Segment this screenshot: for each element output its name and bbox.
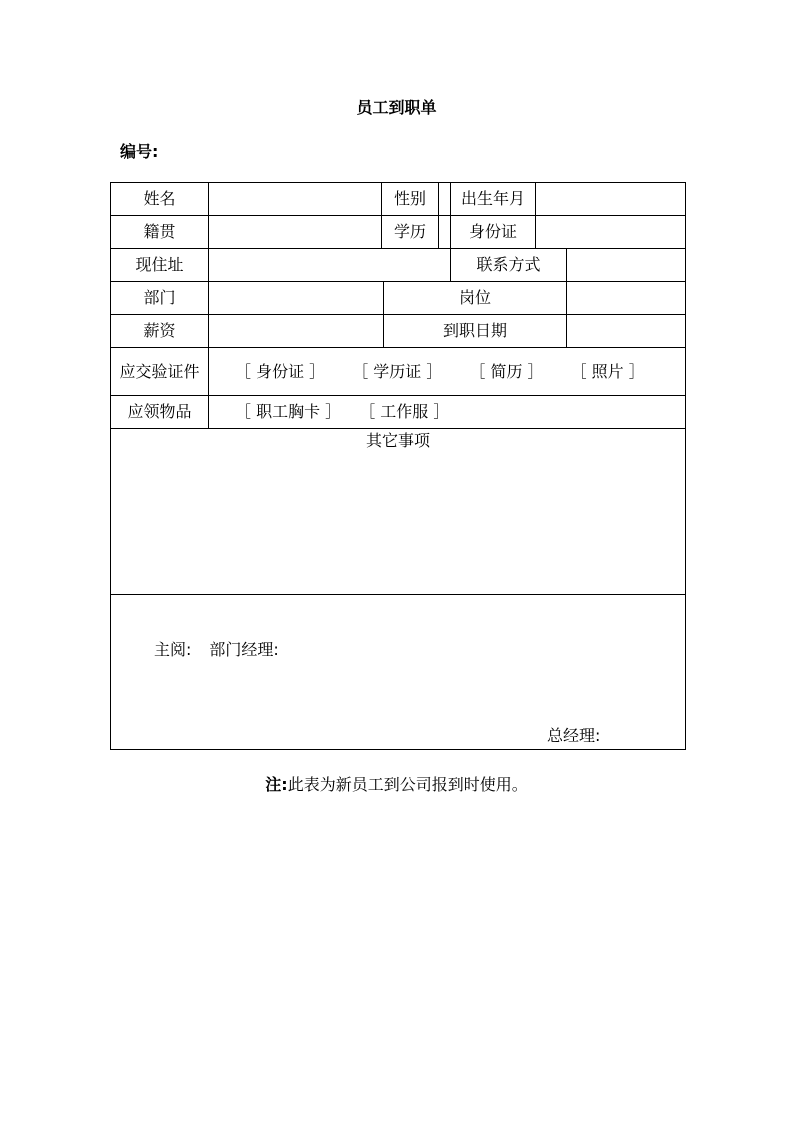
onboarding-form-table — [110, 182, 686, 750]
start-date-label: 到职日期 — [384, 315, 567, 348]
native-label: 籍贯 — [111, 216, 209, 249]
salary-field[interactable] — [209, 315, 384, 348]
salary-label: 薪资 — [111, 315, 209, 348]
footnote — [0, 774, 793, 796]
row-other — [111, 429, 686, 595]
documents-label: 应交验证件 — [111, 348, 209, 396]
other-matters-label: 其它事项 — [366, 431, 431, 450]
id-card-field[interactable] — [536, 216, 686, 249]
document-option-resume[interactable]: ［ 简历 ］ — [469, 361, 544, 381]
row-address — [111, 249, 686, 282]
row-items — [111, 396, 686, 429]
start-date-field[interactable] — [567, 315, 686, 348]
footnote-text: 此表为新员工到公司报到时使用。 — [287, 775, 528, 794]
education-label: 学历 — [382, 216, 439, 249]
signoff-cell — [111, 595, 686, 750]
row-salary — [111, 315, 686, 348]
row-native — [111, 216, 686, 249]
footnote-prefix: 注: — [265, 775, 288, 794]
row-name — [111, 183, 686, 216]
gender-label: 性别 — [382, 183, 439, 216]
name-field[interactable] — [209, 183, 382, 216]
other-matters-cell[interactable] — [111, 429, 686, 595]
name-label: 姓名 — [111, 183, 209, 216]
general-manager-label: 总经理: — [547, 726, 601, 745]
dept-manager-label: 部门经理: — [209, 640, 279, 659]
document-option-diploma[interactable]: ［ 学历证 ］ — [352, 361, 443, 381]
contact-field[interactable] — [567, 249, 686, 282]
document-option-photo[interactable]: ［ 照片 ］ — [570, 361, 645, 381]
contact-label: 联系方式 — [451, 249, 567, 282]
row-department — [111, 282, 686, 315]
address-label: 现住址 — [111, 249, 209, 282]
documents-checklist — [209, 348, 686, 396]
address-field[interactable] — [209, 249, 451, 282]
row-signoff — [111, 595, 686, 750]
native-field[interactable] — [209, 216, 382, 249]
document-title: 员工到职单 — [356, 98, 437, 117]
education-field[interactable] — [439, 216, 451, 249]
items-checklist — [209, 396, 686, 429]
position-field[interactable] — [567, 282, 686, 315]
reviewer-label: 主阅: — [154, 640, 192, 659]
id-card-label: 身份证 — [451, 216, 536, 249]
birth-field[interactable] — [536, 183, 686, 216]
gender-field[interactable] — [439, 183, 451, 216]
serial-number-label: 编号: — [120, 142, 159, 161]
department-field[interactable] — [209, 282, 384, 315]
item-option-badge[interactable]: ［ 职工胸卡 ］ — [235, 402, 342, 421]
item-option-uniform[interactable]: ［ 工作服 ］ — [359, 402, 450, 421]
position-label: 岗位 — [384, 282, 567, 315]
row-documents — [111, 348, 686, 396]
items-label: 应领物品 — [111, 396, 209, 429]
department-label: 部门 — [111, 282, 209, 315]
birth-label: 出生年月 — [451, 183, 536, 216]
document-option-id-card[interactable]: ［ 身份证 ］ — [235, 361, 326, 381]
signoff-line — [154, 640, 279, 660]
